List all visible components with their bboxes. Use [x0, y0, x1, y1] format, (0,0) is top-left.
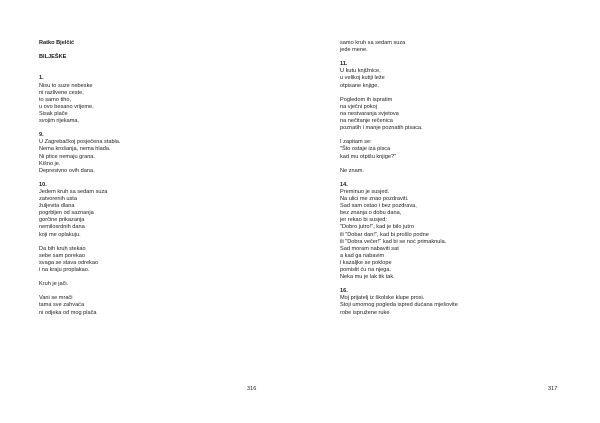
- blank-line: [340, 281, 565, 288]
- text-line: jer rekao bi susjed:: [340, 217, 387, 224]
- text-line: tama sve zahvaća: [39, 302, 85, 309]
- text-heading: 1.: [39, 75, 44, 82]
- text-line: Ne znam.: [340, 167, 364, 174]
- text-line: Kruh je jači.: [39, 281, 69, 288]
- text-line: na nestvaranja svjetova: [340, 110, 399, 117]
- text-line: svaga se stava odrekao: [39, 259, 99, 266]
- blank-line: [39, 47, 259, 54]
- right-page: [300, 0, 600, 423]
- blank-line: [39, 288, 259, 295]
- blank-line: [39, 68, 259, 75]
- text-heading: 10.: [39, 181, 47, 188]
- blank-line: [340, 161, 565, 168]
- text-line: U kutu knjižnice,: [340, 68, 381, 75]
- text-line: Stoji umornog pogleda ispred dućana mješovite: [340, 302, 458, 309]
- text-line: ili "Dobra večer!" kad bi se noć primaknula.: [340, 238, 447, 245]
- text-line: samo kruh sa sedam suza: [340, 40, 406, 46]
- text-line: Nisu to suze nebeske: [39, 82, 93, 89]
- blank-line: [39, 61, 259, 68]
- page-number: 316: [247, 386, 257, 392]
- text-line: sebe sam porekao: [39, 252, 86, 259]
- text-line: gorčine prikazanja: [39, 217, 85, 224]
- text-line: zatvorenih usta: [39, 196, 77, 203]
- text-line: ni razlivene ceste,: [39, 89, 84, 96]
- text-line: pomislit ću na njega.: [340, 267, 391, 273]
- text-line: i na kraju proplakao.: [39, 267, 90, 273]
- text-line: u ovo besano vrijeme,: [39, 103, 94, 110]
- text-line: bez znanja o dobu dana,: [340, 210, 402, 217]
- text-line: Preminuo je susjed.: [340, 188, 390, 195]
- text-line: na nečitanje rečenica: [340, 118, 393, 125]
- text-heading: 9.: [39, 132, 44, 139]
- text-line: ili "Dobar dan!", kad bi prošlo podne: [340, 231, 429, 238]
- text-line: to samo tiho,: [39, 96, 72, 103]
- text-line: poznatih i manje poznatih pisaca.: [340, 125, 423, 132]
- text-line: Sad sam ostao i bez pozdrava,: [340, 203, 417, 210]
- text-line: ni odjeka od mog plača: [39, 309, 97, 316]
- text-heading: 11.: [340, 61, 348, 68]
- page-number: 317: [548, 386, 558, 392]
- text-line: na vječni pokoj: [340, 103, 378, 110]
- text-line: Pogledom ih ispratim: [340, 96, 393, 103]
- text-line: koji me oplakuju.: [39, 231, 81, 238]
- text-line: Nema krošanja, nema hlada.: [39, 146, 111, 153]
- blank-line: [340, 175, 565, 182]
- blank-line: [39, 125, 259, 132]
- text-line: U Zagrebačkoj posječena stabla.: [39, 139, 121, 146]
- text-line: Na ulici me znao pozdraviti.: [340, 196, 409, 203]
- text-line: "Što ostaje iza pisca: [340, 146, 391, 153]
- blank-line: [340, 90, 565, 97]
- text-line: robe ispružene ruke: [340, 309, 390, 316]
- text-heading: 16.: [340, 288, 348, 295]
- left-page-text: [39, 40, 259, 317]
- text-heading: 14.: [340, 181, 348, 188]
- blank-line: [39, 175, 259, 182]
- text-line: svojim rijekama.: [39, 118, 80, 125]
- blank-line: [340, 132, 565, 139]
- text-heading: Ratko Bjelčić: [39, 40, 75, 46]
- text-line: Moj prijatelj iz školske klupe prosi.: [340, 295, 425, 302]
- text-line: a kad ga nabavim: [340, 252, 385, 259]
- text-line: otpisane knjige.: [340, 82, 379, 89]
- blank-line: [340, 54, 565, 61]
- blank-line: [39, 274, 259, 281]
- text-heading: BILJEŠKE: [39, 54, 67, 61]
- blank-line: [39, 239, 259, 246]
- text-line: žuljevita dlana: [39, 203, 75, 210]
- text-line: Sad moram nabaviti sat: [340, 245, 399, 252]
- text-line: Neka mu je lak tik tak.: [340, 274, 395, 281]
- text-line: "Dobro jutro!", kad je bilo jutro: [340, 224, 414, 231]
- text-line: jede mene.: [340, 47, 368, 54]
- text-line: Vani se mrači: [39, 295, 73, 302]
- text-line: I zapitam se:: [340, 139, 372, 146]
- text-line: Sisak plače: [39, 110, 68, 117]
- text-line: Da bih kruh stekao: [39, 245, 86, 252]
- text-line: u velikoj kutiji leže: [340, 75, 385, 82]
- text-line: Kišno je.: [39, 160, 61, 167]
- right-page-text: [340, 40, 565, 317]
- text-line: pogrbljen od saznanja: [39, 210, 94, 217]
- text-line: Depresivno ovih dana.: [39, 167, 95, 174]
- text-line: Jedem kruh sa sedam suza: [39, 188, 108, 195]
- text-line: i kazaljke se poklope: [340, 259, 392, 266]
- text-line: nemilosrdnih dana: [39, 224, 85, 231]
- text-line: kad mu otpišu knjige?": [340, 153, 397, 160]
- text-line: Ni ptice nemaju grana.: [39, 153, 95, 160]
